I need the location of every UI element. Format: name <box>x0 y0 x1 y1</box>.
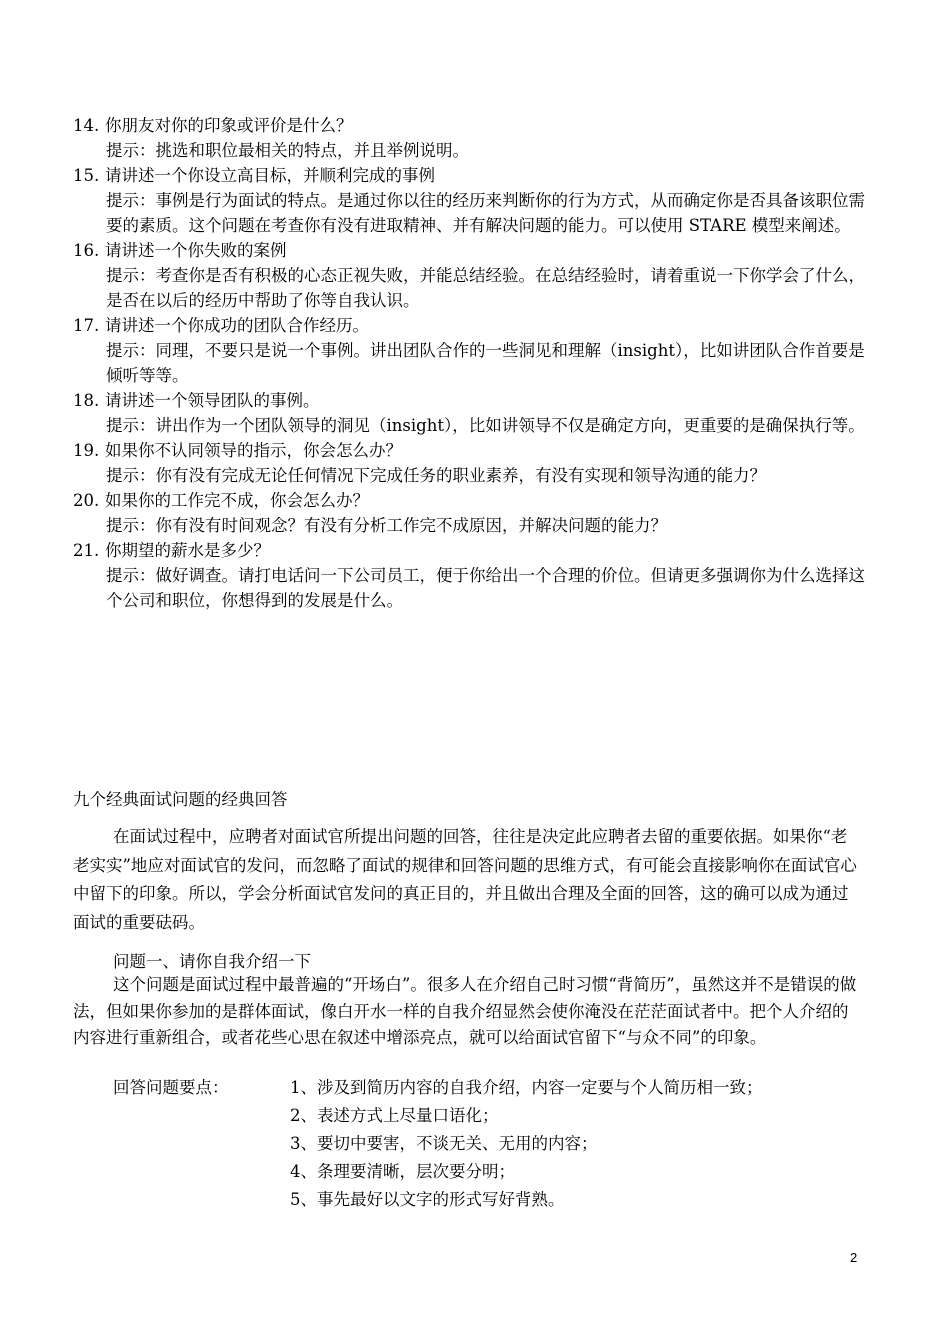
question-hint: 提示：你有没有完成无论任何情况下完成任务的职业素养，有没有实现和领导沟通的能力？ <box>106 466 766 485</box>
list-item: 1、涉及到简历内容的自我介绍，内容一定要与个人简历相一致； <box>290 1078 763 1097</box>
question-number: 21. <box>73 541 100 560</box>
answer-points <box>290 1074 763 1214</box>
list-item: 5、事先最好以文字的形式写好背熟。 <box>290 1190 565 1209</box>
section-title: 九个经典面试问题的经典回答 <box>73 790 288 809</box>
question-hint: 提示：考查你是否有积极的心态正视失败，并能总结经验。在总结经验时，请着重说一下你学会了什么，是否在以后的经历中帮助了你等自我认识。 <box>106 266 865 310</box>
question-text: 你朋友对你的印象或评价是什么？ <box>105 116 353 135</box>
question-number: 16. <box>73 241 100 260</box>
question-number: 14. <box>73 116 100 135</box>
question-text: 如果你的工作完不成，你会怎么办？ <box>105 491 369 510</box>
question-list <box>73 113 873 613</box>
question-one-title: 问题一、请你自我介绍一下 <box>113 952 311 971</box>
answers-label: 回答问题要点： <box>113 1078 229 1097</box>
list-item <box>73 238 873 313</box>
question-number: 15. <box>73 166 100 185</box>
list-item <box>73 488 873 538</box>
list-item: 3、要切中要害，不谈无关、无用的内容； <box>290 1134 598 1153</box>
question-text: 如果你不认同领导的指示，你会怎么办？ <box>105 441 402 460</box>
question-text: 请讲述一个你成功的团队合作经历。 <box>105 316 369 335</box>
question-hint: 提示：讲出作为一个团队领导的洞见（insight），比如讲领导不仅是确定方向，更重要的是确保执行等。 <box>106 416 865 435</box>
question-number: 17. <box>73 316 100 335</box>
page-number: 2 <box>850 1250 858 1265</box>
question-hint: 提示：做好调查。请打电话问一下公司员工，便于你给出一个合理的价位。但请更多强调你为什么选择这个公司和职位，你想得到的发展是什么。 <box>106 566 865 610</box>
list-item <box>73 113 873 163</box>
question-text: 你期望的薪水是多少？ <box>105 541 270 560</box>
list-item: 2、表述方式上尽量口语化； <box>290 1106 499 1125</box>
question-number: 20. <box>73 491 100 510</box>
question-number: 18. <box>73 391 100 410</box>
question-one-body: 这个问题是面试过程中最普遍的“开场白”。很多人在介绍自己时习惯“背简历”，虽然这并不是错误的做法，但如果你参加的是群体面试，像白开水一样的自我介绍显然会使你淹没在茫茫面试者中。把个人介绍的内容进行重新组合，或者花些心思在叙述中增添亮点，就可以给面试官留下“与众不同”的印象。 <box>73 975 857 1047</box>
list-item <box>73 538 873 613</box>
question-hint: 提示：事例是行为面试的特点。是通过你以往的经历来判断你的行为方式，从而确定你是否具备该职位需要的素质。这个问题在考查你有没有进取精神、并有解决问题的能力。可以使用 STARE 模型来阐述。 <box>106 191 865 235</box>
list-item: 4、条理要清晰，层次要分明； <box>290 1162 515 1181</box>
question-hint: 提示：挑选和职位最相关的特点，并且举例说明。 <box>106 141 469 160</box>
list-item <box>73 313 873 388</box>
question-number: 19. <box>73 441 100 460</box>
intro-paragraph: 在面试过程中，应聘者对面试官所提出问题的回答，往往是决定此应聘者去留的重要依据。如果你“老老实实”地应对面试官的发问，而忽略了面试的规律和回答问题的思维方式，有可能会直接影响你在面试官心中留下的印象。所以，学会分析面试官发问的真正目的，并且做出合理及全面的回答，这的确可以成为通过面试的重要砝码。 <box>73 827 857 933</box>
question-text: 请讲述一个领导团队的事例。 <box>105 391 320 410</box>
question-hint: 提示：同理，不要只是说一个事例。讲出团队合作的一些洞见和理解（insight），比如讲团队合作首要是倾听等等。 <box>106 341 865 385</box>
list-item <box>73 438 873 488</box>
list-item <box>73 163 873 238</box>
question-hint: 提示：你有没有时间观念？有没有分析工作完不成原因，并解决问题的能力？ <box>106 516 667 535</box>
question-text: 请讲述一个你设立高目标，并顺利完成的事例 <box>105 166 435 185</box>
list-item <box>73 388 873 438</box>
question-text: 请讲述一个你失败的案例 <box>105 241 287 260</box>
